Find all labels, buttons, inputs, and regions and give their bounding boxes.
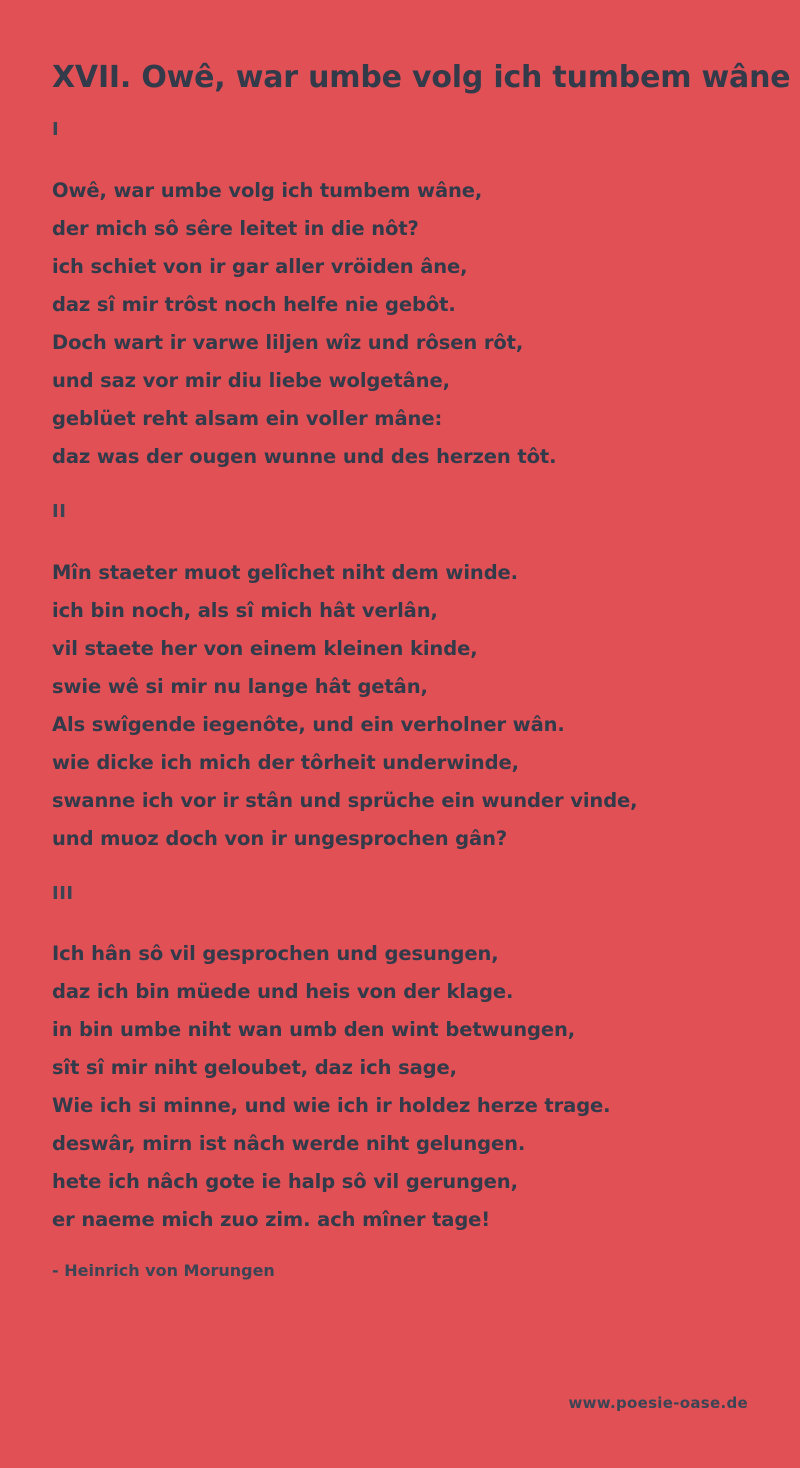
stanza-number: I	[52, 119, 60, 140]
poem-line: Als swîgende iegenôte, und ein verholner wân.	[52, 712, 565, 736]
stanza-number: III	[52, 882, 74, 904]
stanza-lines	[52, 554, 800, 858]
poem-author: - Heinrich von Morungen	[52, 1261, 275, 1281]
poem-line: in bin umbe niht wan umb den wint betwungen,	[52, 1018, 576, 1042]
poem-line: Doch wart ir varwe liljen wîz und rôsen rôt,	[52, 330, 524, 354]
stanza-lines	[52, 172, 800, 476]
poem-line: ich bin noch, als sî mich hât verlân,	[52, 598, 438, 622]
poem-line: und muoz doch von ir ungesprochen gân?	[52, 826, 508, 850]
poem-line: deswâr, mirn ist nâch werde niht gelungen.	[52, 1132, 526, 1156]
poem-line: daz ich bin müede und heis von der klage.	[52, 980, 514, 1004]
poem-line: der mich sô sêre leitet in die nôt?	[52, 216, 419, 240]
poem-line: Ich hân sô vil gesprochen und gesungen,	[52, 942, 499, 966]
poem-line: wie dicke ich mich der tôrheit underwinde,	[52, 750, 519, 774]
stanza-3	[52, 884, 800, 1240]
page-title: XVII. Owê, war umbe volg ich tumbem wâne	[52, 60, 791, 95]
stanza-number: II	[52, 500, 67, 522]
poem-line: Mîn staeter muot gelîchet niht dem winde.	[52, 560, 518, 584]
poem-line: daz sî mir trôst noch helfe nie gebôt.	[52, 292, 456, 316]
stanza-lines	[52, 935, 800, 1239]
poem-line: er naeme mich zuo zim. ach mîner tage!	[52, 1208, 491, 1232]
site-footer: www.poesie-oase.de	[568, 1394, 748, 1412]
poem-line: swie wê si mir nu lange hât getân,	[52, 674, 428, 698]
poem-line: ich schiet von ir gar aller vröiden âne,	[52, 254, 468, 278]
poem-line: swanne ich vor ir stân und sprüche ein wunder vinde,	[52, 788, 638, 812]
poem-line: hete ich nâch gote ie halp sô vil gerungen,	[52, 1170, 518, 1194]
poem-line: vil staete her von einem kleinen kinde,	[52, 636, 478, 660]
poem-line: geblüet reht alsam ein voller mâne:	[52, 406, 443, 430]
poem-line: daz was der ougen wunne und des herzen tôt.	[52, 444, 557, 468]
stanza-2	[52, 502, 800, 858]
poem-line: sît sî mir niht geloubet, daz ich sage,	[52, 1056, 457, 1080]
poem-line: Wie ich si minne, und wie ich ir holdez herze trage.	[52, 1094, 611, 1118]
poem-line: Owê, war umbe volg ich tumbem wâne,	[52, 178, 483, 202]
poem-line: und saz vor mir diu liebe wolgetâne,	[52, 368, 450, 392]
stanza-1	[52, 120, 800, 476]
